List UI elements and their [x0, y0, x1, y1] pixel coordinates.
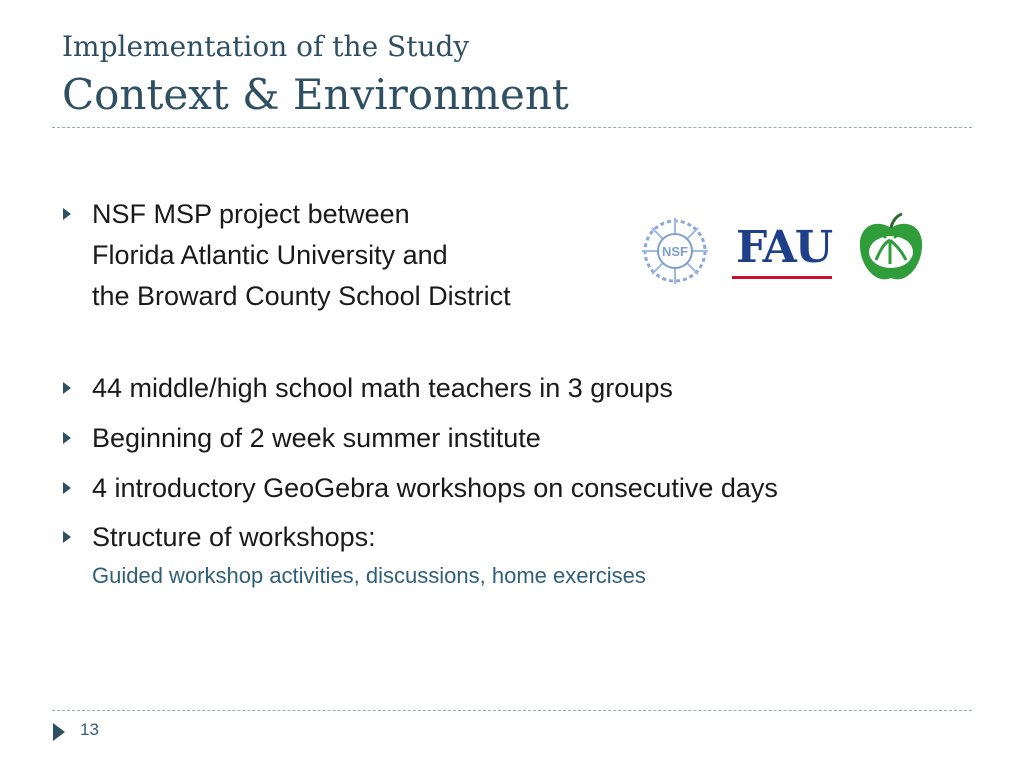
nsf-logo-text: NSF: [662, 244, 688, 259]
bullet-arrow-icon: [62, 194, 76, 235]
sub-bullet-text: Guided workshop activities, discussions, home exercises: [92, 563, 646, 588]
bullet-text: Structure of workshops:: [92, 522, 376, 552]
title-divider: [52, 127, 972, 128]
school-district-apple-logo: [856, 212, 926, 291]
fau-logo-text: FAU: [736, 222, 832, 273]
fau-logo: [732, 222, 838, 278]
bullet-text: Beginning of 2 week summer institute: [92, 423, 541, 453]
bullet-text: 4 introductory GeoGebra workshops on consecutive days: [92, 473, 778, 503]
bullet-arrow-icon: [62, 368, 76, 409]
nsf-logo: [640, 216, 710, 291]
bullet-arrow-icon: [62, 418, 76, 459]
bullet-text: [92, 194, 511, 317]
slide-title: Context & Environment: [62, 70, 569, 119]
bullet-line: the Broward County School District: [92, 281, 511, 311]
page-number: 13: [80, 720, 99, 739]
bullet-line: Florida Atlantic University and: [92, 240, 448, 270]
bullet-line: NSF MSP project between: [92, 199, 410, 229]
partner-logos: [640, 212, 930, 292]
bullet-text: 44 middle/high school math teachers in 3 groups: [92, 373, 673, 403]
bullet-arrow-icon: [62, 468, 76, 509]
footer-arrow-icon: [52, 722, 66, 747]
bullet-arrow-icon: [62, 517, 76, 558]
fau-logo-underline: [732, 276, 832, 279]
slide-supertitle: Implementation of the Study: [62, 30, 470, 63]
footer-divider: [52, 710, 972, 711]
